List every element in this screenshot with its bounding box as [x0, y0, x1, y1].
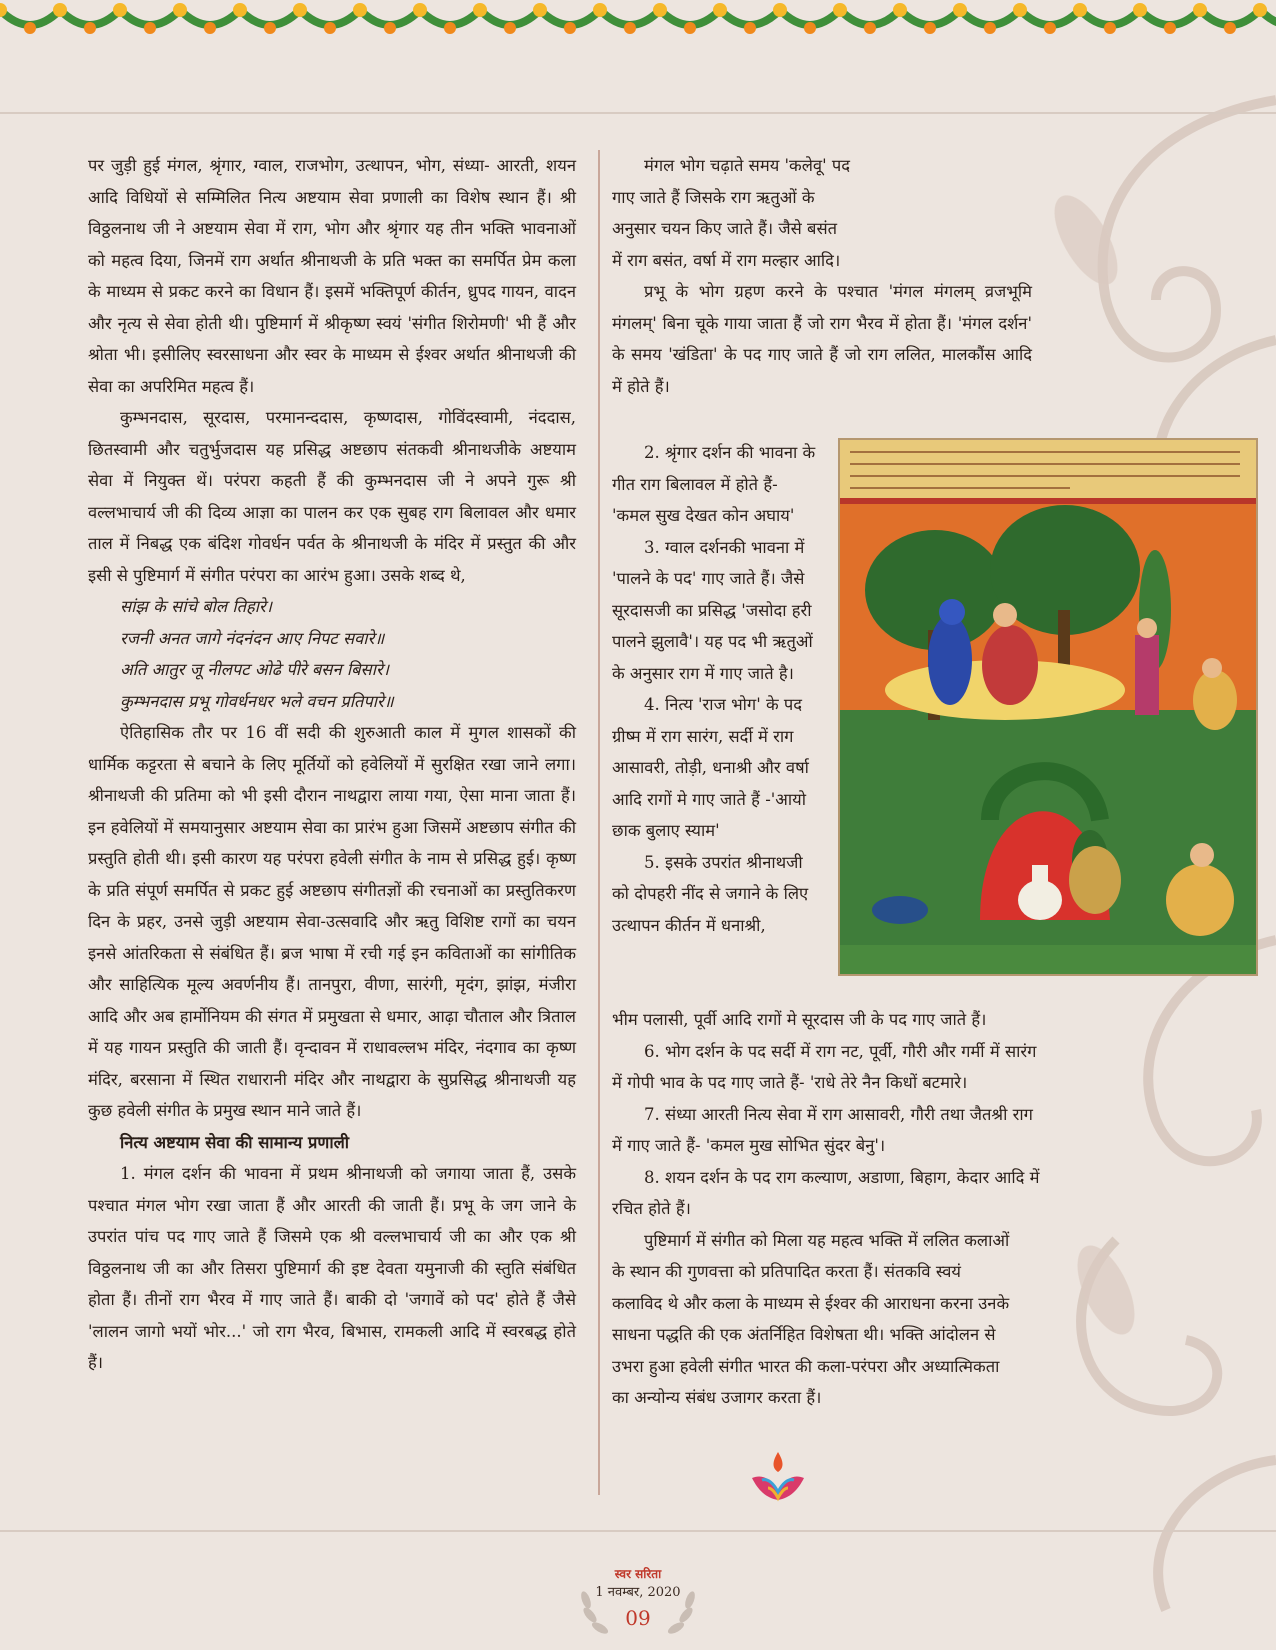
magazine-name: स्वर सरिता — [614, 1567, 662, 1581]
issue-date: 1 नवम्बर, 2020 — [595, 1585, 681, 1600]
marigold-flower — [1193, 3, 1207, 17]
marigold-flower — [173, 3, 187, 17]
paragraph: 6. भोग दर्शन के पद सर्दी में राग नट, पूर्वी, गौरी और गर्मी में सारंग में गोपी भाव के पद गाए जाते हैं- 'राधे तेरे नैन किधों बटमारे। — [612, 1041, 1037, 1092]
verse-line: कुम्भनदास प्रभू गोवर्धनधर भले वचन प्रतिपारे॥ — [120, 691, 394, 711]
paragraph: 5. इसके उपरांत श्रीनाथजी को दोपहरी नींद से जगाने के लिए उत्थापन कीर्तन में धनाश्री, — [612, 852, 809, 935]
marigold-flower — [113, 3, 127, 17]
marigold-flower — [564, 22, 576, 34]
paragraph: 7. संध्या आरती नित्य सेवा में राग आसावरी, गौरी तथा जैतश्री राग में गाए जाते हैं- 'कमल मुख सोभित सुंदर बेनु'। — [612, 1104, 1033, 1155]
verse-line: सांझ के सांचे बोल तिहारे। — [120, 597, 273, 616]
marigold-flower — [653, 3, 667, 17]
marigold-flower — [1073, 3, 1087, 17]
marigold-flower — [384, 22, 396, 34]
marigold-flower — [84, 22, 96, 34]
marigold-flower — [1164, 22, 1176, 34]
marigold-flower — [233, 3, 247, 17]
marigold-flower — [804, 22, 816, 34]
marigold-flower — [144, 22, 156, 34]
marigold-flower — [624, 22, 636, 34]
paragraph: कुम्भनदास, सूरदास, परमानन्ददास, कृष्णदास, गोविंदस्वामी, नंददास, छितस्वामी और चतुर्भुजदास यह प्रसिद्ध अष्टछाप संतकवी श्रीनाथजीके अष्टयाम सेवा में नियुक्त थें। परंपरा कहती हैं की कुम्भनदास जी ने अपने गुरू श्री वल्लभाचार्य जी की दिव्य आज्ञा का पालन कर एक सुबह राग बिलावल और धमार ताल में निबद्ध एक बंदिश गोवर्धन पर्वत के श्रीनाथजी के मंदिर में प्रस्तुत की और इसी से पुष्टिमार्ग में संगीत परंपरा का आरंभ हुआ। उसके शब्द थे, — [88, 408, 576, 585]
bottom-rule — [0, 1530, 1276, 1532]
marigold-flower — [444, 22, 456, 34]
marigold-flower — [593, 3, 607, 17]
verse-line: अति आतुर जू नीलपट ओढे पीरे बसन बिसारे। — [120, 660, 389, 679]
page-number: 09 — [625, 1606, 651, 1630]
marigold-flower — [293, 3, 307, 17]
column-divider — [598, 150, 600, 1495]
marigold-flower — [533, 3, 547, 17]
marigold-flower — [24, 22, 36, 34]
marigold-flower — [1133, 3, 1147, 17]
marigold-flower — [1224, 22, 1236, 34]
marigold-flower — [953, 3, 967, 17]
marigold-flower — [744, 22, 756, 34]
paragraph: 3. ग्वाल दर्शनकी भावना में 'पालने के पद' गाए जाते हैं। जैसे सूरदासजी का प्रसिद्ध 'जसोदा हरी पालने झुलावै'। यह पद भी ऋतुओं के अनुसार राग में गाए जाते है। — [612, 537, 813, 683]
paragraph: पर जुड़ी हुई मंगल, श्रृंगार, ग्वाल, राजभोग, उत्थापन, भोग, संध्या- आरती, शयन आदि विधियों से सम्मिलित नित्य अष्टयाम सेवा प्रणाली का विशेष स्थान हैं। श्री विठ्ठलनाथ जी ने अष्टयाम सेवा में राग, भोग और श्रृंगार यह तीन भक्ति भावनाओं को महत्व दिया, जिनमें राग अर्थात श्रीनाथजी के प्रति भक्त का समर्पित प्रेम कला के माध्यम से प्रकट करने का विधान हैं। इसमें भक्तिपूर्ण कीर्तन, ध्रुपद गायन, वादन और नृत्य से सेवा होती थी। पुष्टिमार्ग में श्रीकृष्ण स्वयं 'संगीत शिरोमणी' भी हैं और श्रोता भी। इसीलिए स्वरसाधना और स्वर के माध्यम से ईश्वर अर्थात श्रीनाथजी की सेवा का अपरिमित महत्व हैं। — [88, 156, 576, 396]
diya-icon — [748, 1448, 808, 1504]
painting-artwork — [840, 440, 1256, 974]
left-column — [88, 150, 576, 1379]
marigold-flower — [1104, 22, 1116, 34]
paragraph: 1. मंगल दर्शन की भावना में प्रथम श्रीनाथजी को जगाया जाता हैं, उसके पश्चात मंगल भोग रखा जाता हैं और आरती की जाती हैं। प्रभू के जग जाने के उपरांत पांच पद गाए जाते हैं जिसमे एक श्री वल्लभाचार्य जी का और एक श्री विठ्ठलनाथ जी का और तिसरा पुष्टिमार्ग की इष्ट देवता यमुनाजी की स्तुति संबंधित होता हैं। तीनों राग भैरव में गाए जाते हैं। बाकी दो 'जगावें को पद' होते हैं जैसे 'लालन जागो भयों भोर...' जो राग भैरव, बिभास, रामकली आदि में स्वरबद्ध होते हैं। — [88, 1164, 576, 1372]
page-footer — [588, 1565, 688, 1630]
section-heading: नित्य अष्टयाम सेवा की सामान्य प्रणाली — [120, 1132, 350, 1152]
marigold-flower — [53, 3, 67, 17]
marigold-flower — [1044, 22, 1056, 34]
right-column-narrow — [612, 437, 818, 941]
paragraph: भीम पलासी, पूर्वी आदि रागों मे सूरदास जी के पद गाए जाते हैं। — [612, 1010, 987, 1029]
marigold-flower — [1013, 3, 1027, 17]
paragraph: पुष्टिमार्ग में संगीत को मिला यह महत्व भक्ति में ललित कलाओं के स्थान की गुणवत्ता को प्रतिपादित करता हैं। संतकवि स्वयं कलाविद थे और कला के माध्यम से ईश्वर की आराधना करना उनके साधना पद्धति की एक अंतर्निहित विशेषता थी। भक्ति आंदोलन से उभरा हुआ हवेली संगीत भारत की कला-परंपरा और अध्यात्मिकता का अन्योन्य संबंध उजागर करता हैं। — [612, 1230, 1010, 1407]
paragraph: ऐतिहासिक तौर पर 16 वीं सदी की शुरुआती काल में मुगल शासकों की धार्मिक कट्टरता से बचाने के लिए मूर्तियों को हवेलियों में सुरक्षित रखा जाने लगा। श्रीनाथजी की प्रतिमा को भी इसी दौरान नाथद्वारा लाया गया, ऐसा माना जाता हैं। इन हवेलियों में समयानुसार अष्टयाम सेवा का प्रारंभ हुआ जिसमें अष्टछाप संगीत की प्रस्तुति होती थी। इसी कारण यह परंपरा हवेली संगीत के नाम से प्रसिद्ध हुई। कृष्ण के प्रति संपूर्ण समर्पित से प्रकट हुई अष्टछाप संगीतज्ञों की रचनाओं का प्रस्तुतिकरण दिन के प्रहर, उनसे जुड़ी अष्टयाम सेवा-उत्सवादि और ऋतु विशिष्ट रागों का चयन इनसे आंतरिकता से संबंधित हैं। ब्रज भाषा में रची गई इन कविताओं का सांगीतिक और साहित्यिक मूल्य अवर्णनीय हैं। तानपुरा, वीणा, सारंगी, मृदंग, झांझ, मंजीरा आदि और अब हार्मोनियम की संगत में प्रमुखता से धमार, आढ़ा चौताल और त्रिताल में यह गायन प्रस्तुति की जाती हैं। वृन्दावन में राधावल्लभ मंदिर, नंदगाव का कृष्ण मंदिर, बरसाना में स्थित राधारानी मंदिर और नाथद्वारा के सुप्रसिद्ध श्रीनाथजी यह कुछ हवेली संगीत के प्रमुख स्थान माने जाते हैं। — [88, 723, 576, 1120]
paragraph: 4. नित्य 'राज भोग' के पद ग्रीष्म में राग सारंग, सर्दी में राग आसावरी, तोड़ी, धनाश्री और वर्षा आदि रागों मे गाए जाते हैं -'आयो छाक बुलाए स्याम' — [612, 695, 809, 840]
marigold-flower — [864, 22, 876, 34]
marigold-flower — [773, 3, 787, 17]
marigold-flower — [984, 22, 996, 34]
marigold-flower — [504, 22, 516, 34]
right-column-top — [612, 150, 1052, 402]
marigold-flower — [264, 22, 276, 34]
paragraph: प्रभू के भोग ग्रहण करने के पश्चात 'मंगल मंगलम् व्रजभूमि मंगलम्' बिना चूके गाया जाता हैं जो राग भैरव में होता हैं। 'मंगल दर्शन' के समय 'खंडिता' के पद गाए जाते हैं जो राग ललित, मालकौंस आदि में होते हैं। — [612, 282, 1032, 396]
marigold-flower — [353, 3, 367, 17]
verse-line: रजनी अनत जागे नंदनंदन आए निपट सवारे॥ — [120, 628, 385, 648]
marigold-flower — [713, 3, 727, 17]
top-rule — [0, 112, 1276, 114]
marigold-flower — [893, 3, 907, 17]
marigold-flower — [413, 3, 427, 17]
paragraph: मंगल भोग चढ़ाते समय 'कलेवू' पद गाए जाते हैं जिसके राग ऋतुओं के अनुसार चयन किए जाते हैं। जैसे बसंत में राग बसंत, वर्षा में राग मल्हार आदि। — [612, 156, 851, 270]
marigold-flower — [204, 22, 216, 34]
marigold-flower — [924, 22, 936, 34]
right-column-bottom — [612, 1004, 1048, 1414]
marigold-flower — [1253, 3, 1267, 17]
paragraph: 2. श्रृंगार दर्शन की भावना के गीत राग बिलावल में होते हैं- 'कमल सुख देखत कोन अघाय' — [612, 443, 816, 525]
marigold-flower — [324, 22, 336, 34]
marigold-flower — [473, 3, 487, 17]
marigold-flower — [684, 22, 696, 34]
paragraph: 8. शयन दर्शन के पद राग कल्याण, अडाणा, बिहाग, केदार आदि में रचित होते हैं। — [612, 1167, 1040, 1218]
marigold-flower — [833, 3, 847, 17]
miniature-painting — [838, 438, 1258, 976]
